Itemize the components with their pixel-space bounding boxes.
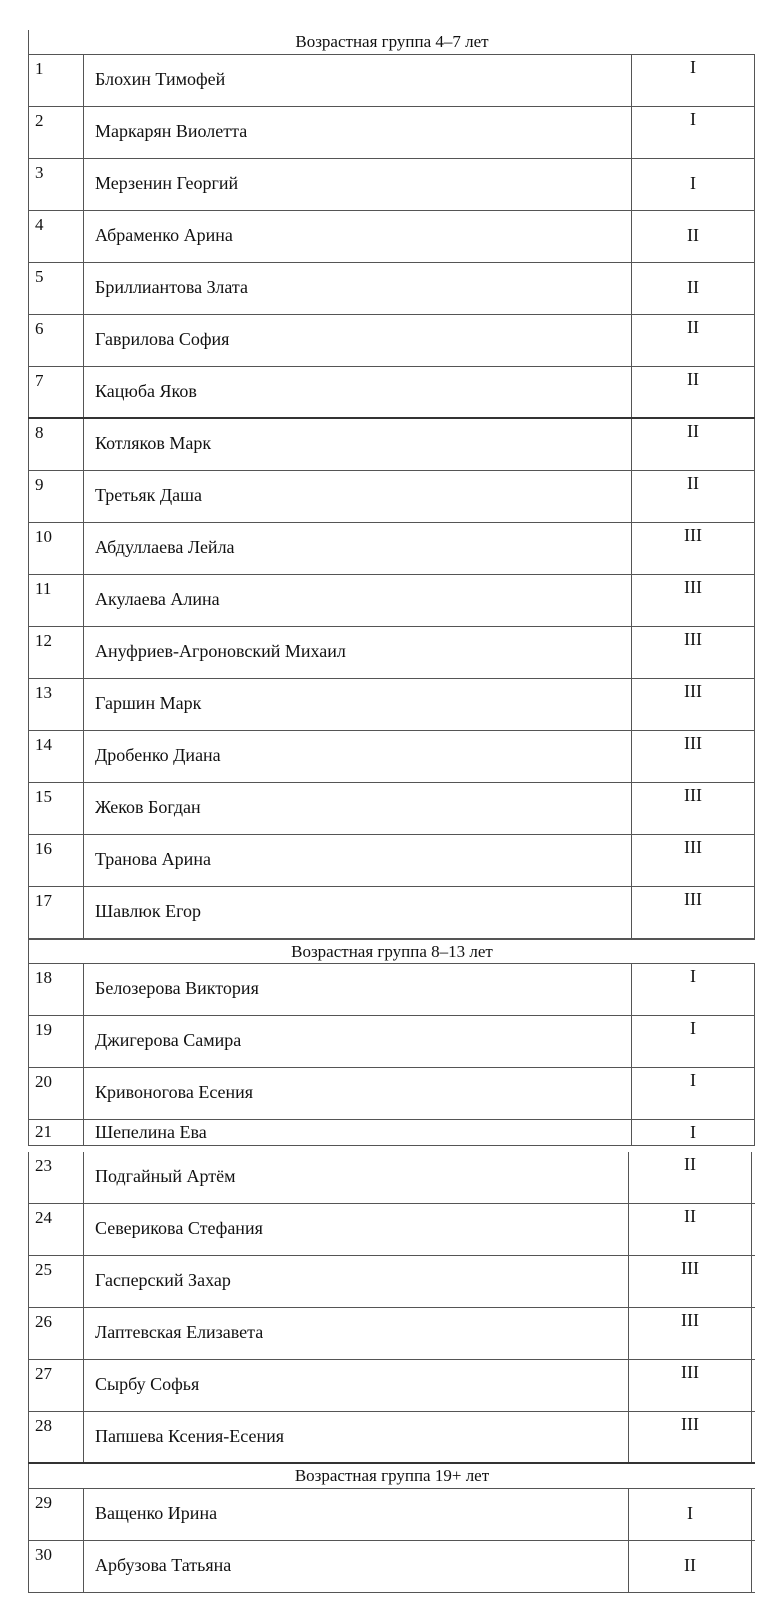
participant-name: Котляков Марк	[84, 419, 632, 470]
table-row	[28, 471, 755, 523]
participant-name: Арбузова Татьяна	[84, 1541, 629, 1592]
table-row	[28, 783, 755, 835]
place-rank: II	[629, 1152, 752, 1203]
participant-name: Лаптевская Елизавета	[84, 1308, 629, 1359]
group-title: Возрастная группа 4–7 лет	[295, 32, 489, 51]
place-rank: II	[632, 419, 755, 470]
row-number: 26	[28, 1308, 84, 1359]
place-rank: III	[629, 1308, 752, 1359]
row-number: 14	[28, 731, 84, 782]
table-row	[28, 1068, 755, 1120]
row-number: 23	[28, 1152, 84, 1203]
results-page	[28, 30, 755, 1593]
table-row	[28, 964, 755, 1016]
place-rank: I	[632, 1016, 755, 1067]
table-row	[28, 1360, 755, 1412]
participant-name: Абраменко Арина	[84, 211, 632, 262]
participant-name: Гасперский Захар	[84, 1256, 629, 1307]
place-rank: I	[632, 159, 755, 210]
table-row	[28, 1204, 755, 1256]
table-row	[28, 1412, 755, 1464]
row-number: 24	[28, 1204, 84, 1255]
place-rank: III	[632, 783, 755, 834]
row-number: 9	[28, 471, 84, 522]
participant-name: Подгайный Артём	[84, 1152, 629, 1203]
participant-name: Кацюба Яков	[84, 367, 632, 417]
group-header-8-13	[28, 939, 755, 964]
row-number: 11	[28, 575, 84, 626]
table-row	[28, 1256, 755, 1308]
table-row	[28, 1120, 755, 1146]
row-number: 3	[28, 159, 84, 210]
table-row	[28, 523, 755, 575]
participant-name: Гаврилова София	[84, 315, 632, 366]
place-rank: III	[632, 679, 755, 730]
row-number: 4	[28, 211, 84, 262]
participant-name: Третьяк Даша	[84, 471, 632, 522]
table-row	[28, 575, 755, 627]
table-row	[28, 1152, 755, 1204]
participant-name: Северикова Стефания	[84, 1204, 629, 1255]
place-rank: III	[629, 1256, 752, 1307]
row-number: 28	[28, 1412, 84, 1462]
participant-name: Белозерова Виктория	[84, 964, 632, 1015]
participant-name: Маркарян Виолетта	[84, 107, 632, 158]
place-rank: II	[632, 367, 755, 417]
participant-name: Транова Арина	[84, 835, 632, 886]
row-number: 5	[28, 263, 84, 314]
place-rank: I	[632, 964, 755, 1015]
row-number: 13	[28, 679, 84, 730]
row-number: 6	[28, 315, 84, 366]
table-row	[28, 1541, 755, 1593]
place-rank: III	[632, 835, 755, 886]
place-rank: II	[632, 471, 755, 522]
participant-name: Шепелина Ева	[84, 1120, 632, 1145]
row-number: 17	[28, 887, 84, 938]
group-title: Возрастная группа 19+ лет	[294, 1466, 490, 1485]
participant-name: Бриллиантова Злата	[84, 263, 632, 314]
participant-name: Абдуллаева Лейла	[84, 523, 632, 574]
participant-name: Ващенко Ирина	[84, 1489, 629, 1540]
row-number: 2	[28, 107, 84, 158]
participant-name: Блохин Тимофей	[84, 55, 632, 106]
place-rank: III	[629, 1412, 752, 1462]
row-number: 15	[28, 783, 84, 834]
place-rank: III	[632, 627, 755, 678]
place-rank: II	[629, 1541, 752, 1592]
row-number: 27	[28, 1360, 84, 1411]
table-row	[28, 679, 755, 731]
place-rank: II	[629, 1204, 752, 1255]
place-rank: III	[632, 731, 755, 782]
row-number: 30	[28, 1541, 84, 1592]
row-number: 21	[28, 1120, 84, 1145]
row-number: 25	[28, 1256, 84, 1307]
group-header-4-7	[28, 30, 755, 55]
table-row	[28, 731, 755, 783]
place-rank: I	[632, 1120, 755, 1145]
table-row	[28, 159, 755, 211]
table-row	[28, 107, 755, 159]
table-row	[28, 55, 755, 107]
group-title: Возрастная группа 8–13 лет	[291, 942, 493, 961]
participant-name: Мерзенин Георгий	[84, 159, 632, 210]
row-number: 12	[28, 627, 84, 678]
row-number: 19	[28, 1016, 84, 1067]
participant-name: Кривоногова Есения	[84, 1068, 632, 1119]
table-row	[28, 263, 755, 315]
participant-name: Папшева Ксения-Есения	[84, 1412, 629, 1462]
table-row	[28, 1016, 755, 1068]
place-rank: II	[632, 211, 755, 262]
table-row	[28, 835, 755, 887]
participant-name: Акулаева Алина	[84, 575, 632, 626]
table-row	[28, 887, 755, 939]
place-rank: II	[632, 315, 755, 366]
row-number: 10	[28, 523, 84, 574]
place-rank: III	[632, 575, 755, 626]
row-number: 1	[28, 55, 84, 106]
place-rank: III	[632, 523, 755, 574]
place-rank: I	[629, 1489, 752, 1540]
participant-name: Жеков Богдан	[84, 783, 632, 834]
place-rank: I	[632, 55, 755, 106]
row-number: 16	[28, 835, 84, 886]
table-row	[28, 1489, 755, 1541]
participant-name: Дробенко Диана	[84, 731, 632, 782]
table-row	[28, 367, 755, 419]
table-row	[28, 627, 755, 679]
group-header-19-plus	[28, 1464, 755, 1489]
row-number: 18	[28, 964, 84, 1015]
participant-name: Сырбу Софья	[84, 1360, 629, 1411]
participant-name: Шавлюк Егор	[84, 887, 632, 938]
row-number: 29	[28, 1489, 84, 1540]
row-number: 7	[28, 367, 84, 417]
table-row	[28, 419, 755, 471]
place-rank: II	[632, 263, 755, 314]
place-rank: III	[632, 887, 755, 938]
row-number: 20	[28, 1068, 84, 1119]
results-table	[28, 30, 755, 1593]
table-row	[28, 211, 755, 263]
row-number: 8	[28, 419, 84, 470]
table-row	[28, 1308, 755, 1360]
participant-name: Гаршин Марк	[84, 679, 632, 730]
place-rank: I	[632, 107, 755, 158]
place-rank: I	[632, 1068, 755, 1119]
participant-name: Джигерова Самира	[84, 1016, 632, 1067]
participant-name: Ануфриев-Агроновский Михаил	[84, 627, 632, 678]
place-rank: III	[629, 1360, 752, 1411]
table-row	[28, 315, 755, 367]
